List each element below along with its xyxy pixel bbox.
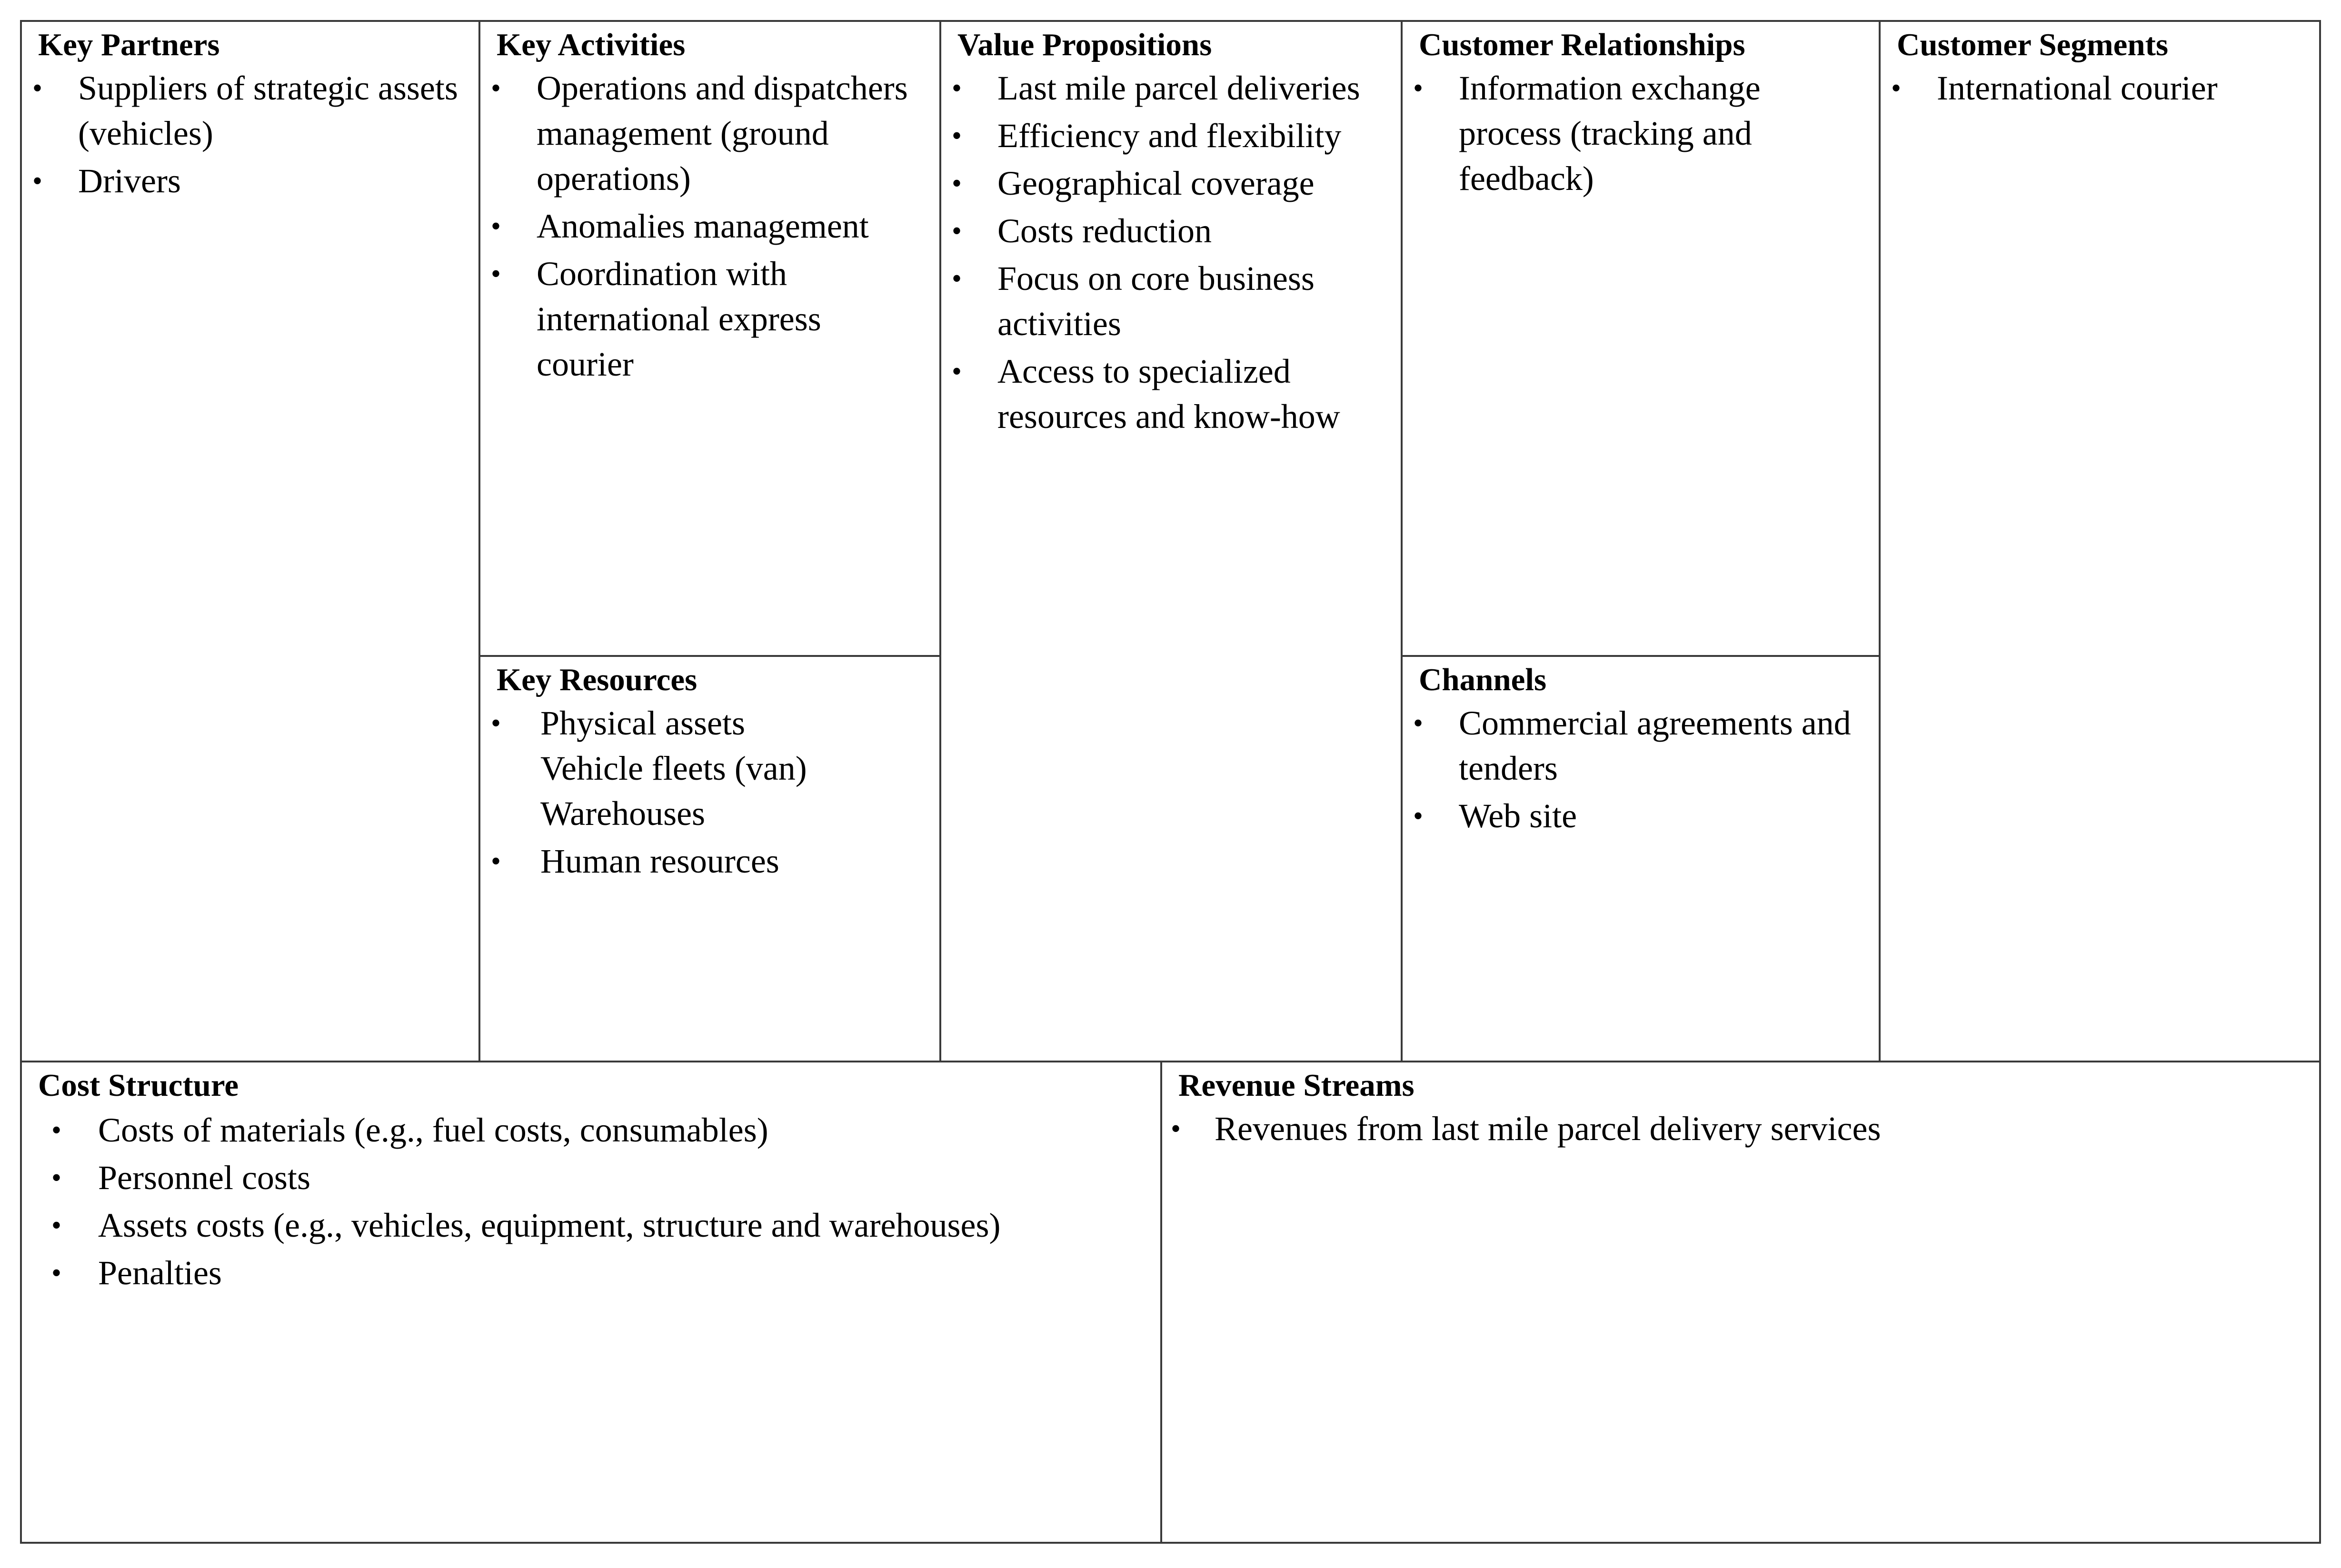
bullet-icon: • xyxy=(1413,72,1424,104)
bullet-icon: • xyxy=(32,72,43,104)
list-item: • Focus on core business activities xyxy=(941,256,1396,347)
revenue-streams-cell xyxy=(1160,1061,2321,1544)
bullet-icon: • xyxy=(491,258,501,289)
bullet-icon: • xyxy=(1413,800,1424,832)
key-resources-title: Key Resources xyxy=(497,662,697,697)
bullet-icon: • xyxy=(51,1114,62,1146)
bullet-icon: • xyxy=(952,263,962,294)
customer-relationships-cell xyxy=(1401,20,1881,657)
value-propositions-cell xyxy=(939,20,1403,1062)
value-propositions-list xyxy=(941,66,1396,442)
bullet-icon: • xyxy=(1171,1113,1181,1144)
cost-structure-title: Cost Structure xyxy=(38,1068,239,1103)
list-item: • Assets costs (e.g., vehicles, equipment, structure and warehouses) xyxy=(22,1201,1156,1249)
revenue-streams-title: Revenue Streams xyxy=(1178,1068,1415,1103)
list-item: • Drivers xyxy=(22,159,474,204)
bullet-icon: • xyxy=(491,72,501,104)
bullet-icon: • xyxy=(1891,72,1902,104)
revenue-streams-list xyxy=(1162,1106,2314,1154)
cost-structure-list xyxy=(22,1106,1156,1297)
list-item: • International courier xyxy=(1881,66,2314,111)
customer-segments-title: Customer Segments xyxy=(1897,27,2169,62)
list-item: • Costs reduction xyxy=(941,208,1396,254)
customer-segments-cell xyxy=(1879,20,2321,1062)
list-item: • Commercial agreements and tenders xyxy=(1403,701,1874,791)
list-item: • Anomalies management xyxy=(480,204,935,249)
bullet-icon: • xyxy=(491,845,501,877)
list-item: • Web site xyxy=(1403,794,1874,839)
key-activities-cell xyxy=(478,20,941,657)
customer-segments-list xyxy=(1881,66,2314,113)
bullet-icon: • xyxy=(32,165,43,197)
bullet-icon: • xyxy=(51,1210,62,1241)
bullet-icon: • xyxy=(952,215,962,247)
bullet-icon: • xyxy=(491,210,501,242)
list-item: Warehouses xyxy=(540,794,706,833)
bullet-icon: • xyxy=(952,356,962,387)
list-item: • Revenues from last mile parcel delivery services xyxy=(1162,1106,2314,1151)
key-partners-list xyxy=(22,66,474,206)
list-item: • Last mile parcel deliveries xyxy=(941,66,1396,111)
list-item: • Access to specialized resources and know-how xyxy=(941,349,1396,439)
bullet-icon: • xyxy=(952,168,962,199)
key-resources-cell xyxy=(478,655,941,1062)
list-item: • Penalties xyxy=(22,1249,1156,1297)
key-partners-cell xyxy=(20,20,480,1062)
bullet-icon: • xyxy=(51,1162,62,1193)
list-item: • Geographical coverage xyxy=(941,161,1396,206)
key-activities-title: Key Activities xyxy=(497,27,686,62)
bullet-icon: • xyxy=(491,707,501,739)
key-activities-list xyxy=(480,66,935,389)
list-item: • Coordination with international express courier xyxy=(480,251,935,387)
list-item: • Information exchange process (tracking and feedback) xyxy=(1403,66,1874,201)
list-item: • Personnel costs xyxy=(22,1154,1156,1201)
bullet-icon: • xyxy=(51,1257,62,1289)
channels-cell xyxy=(1401,655,1881,1062)
bullet-icon: • xyxy=(952,120,962,151)
bullet-icon: • xyxy=(952,72,962,104)
customer-relationships-list xyxy=(1403,66,1874,204)
list-item: • Costs of materials (e.g., fuel costs, consumables) xyxy=(22,1106,1156,1154)
list-item: • Suppliers of strategic assets (vehicles) xyxy=(22,66,474,156)
list-item: • Efficiency and flexibility xyxy=(941,113,1396,159)
channels-title: Channels xyxy=(1419,662,1547,697)
value-propositions-title: Value Propositions xyxy=(957,27,1212,62)
key-partners-title: Key Partners xyxy=(38,27,220,62)
cost-structure-cell xyxy=(20,1061,1162,1544)
list-item: Vehicle fleets (van) xyxy=(540,749,807,787)
channels-list xyxy=(1403,701,1874,841)
list-item: • Human resources xyxy=(480,839,935,884)
list-item: • Physical assets xyxy=(480,701,935,746)
list-item: • Operations and dispatchers management (ground operations) xyxy=(480,66,935,201)
key-resources-list xyxy=(480,701,935,886)
customer-relationships-title: Customer Relationships xyxy=(1419,27,1745,62)
bullet-icon: • xyxy=(1413,707,1424,739)
